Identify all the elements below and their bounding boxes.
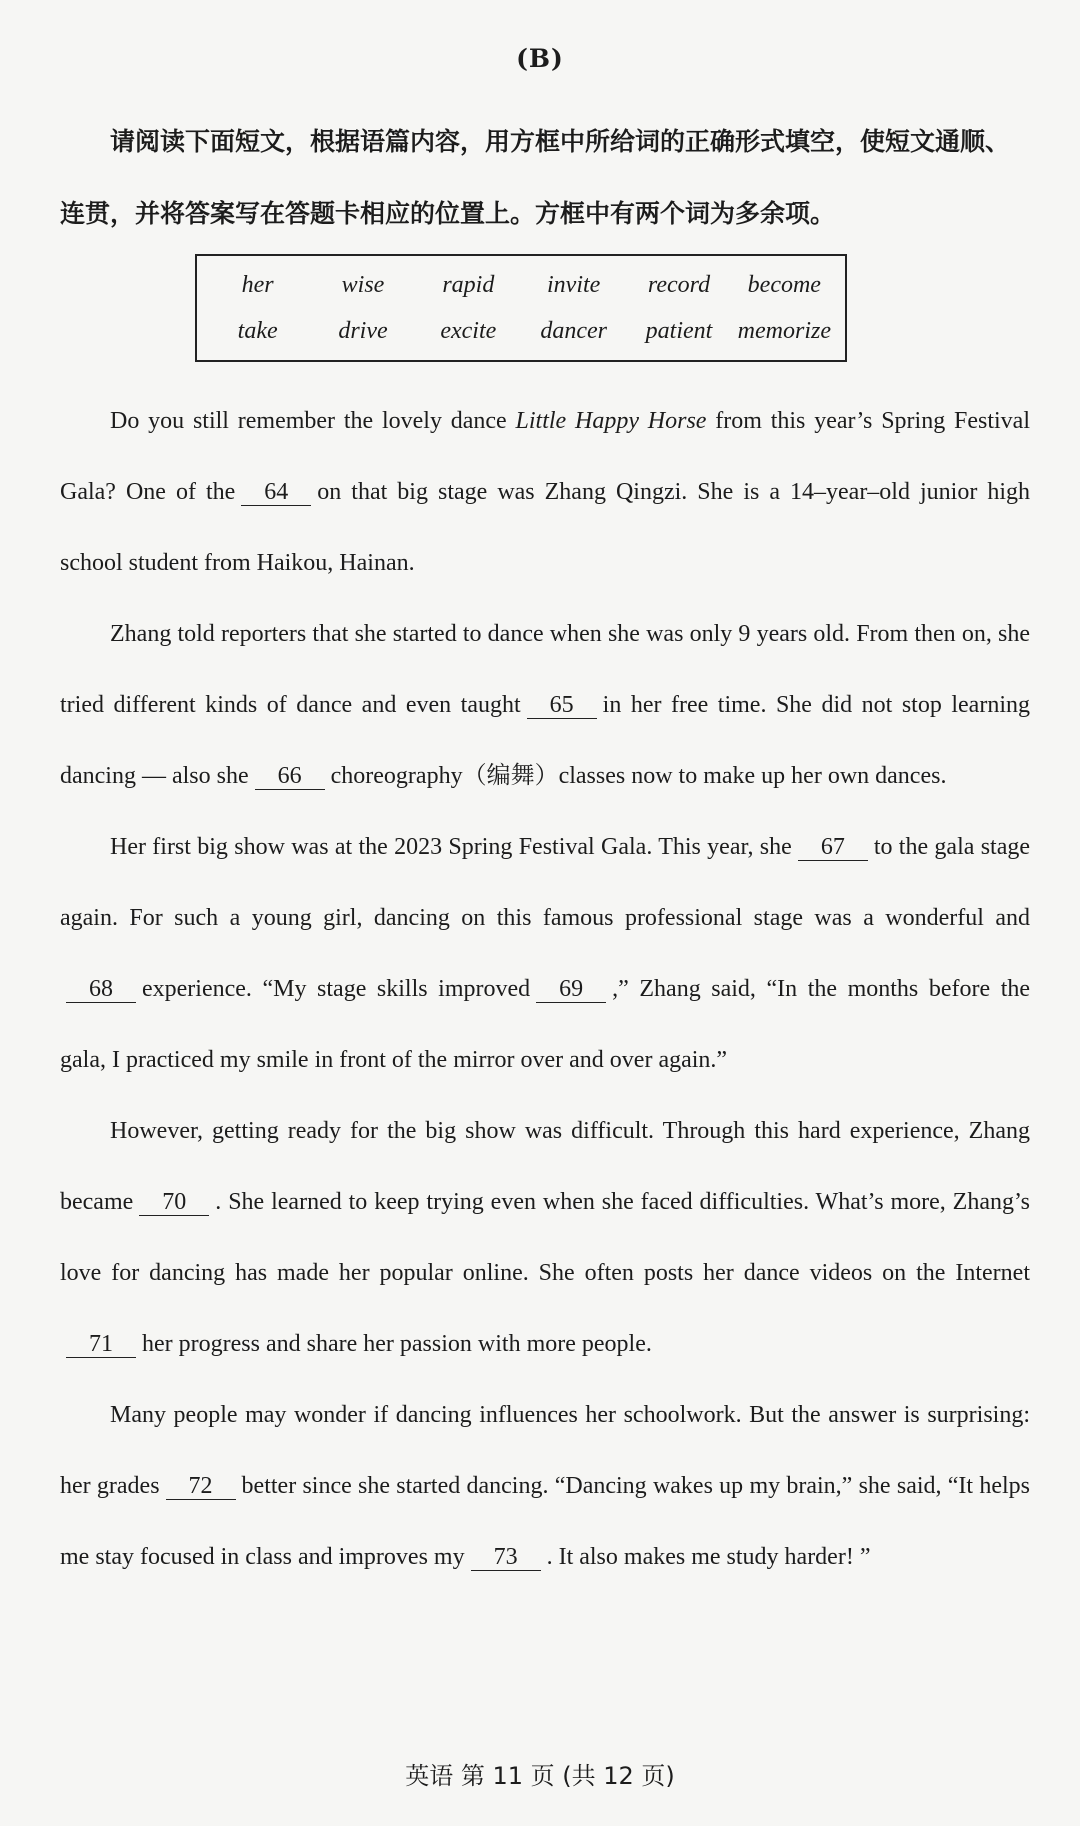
text: . She learned to keep trying even when she faced difficulties. What’s more, Zhang’s love for dancing has made her popular online. She often posts her dance videos on the Internet <box>60 1189 1030 1286</box>
text: choreography（编舞）classes now to make up her own dances. <box>330 763 947 789</box>
word-box-item: become <box>747 271 821 298</box>
paragraph-5 <box>60 1380 1030 1593</box>
text: to the gala stage again. For such a young girl, dancing on this famous professional stage was a wonderful and <box>60 834 1031 931</box>
paragraph-2 <box>60 599 1030 812</box>
text: . It also makes me study harder! ” <box>546 1544 871 1570</box>
text: ,” Zhang said, “In the months before the gala, I practiced my smile in front of the mirror over and over again.” <box>60 976 1031 1073</box>
page-footer: 英语 第 11 页 (共 12 页) <box>405 1762 675 1790</box>
instructions <box>60 106 1020 250</box>
blank-73[interactable]: 73 <box>471 1544 541 1571</box>
text: in her free time. She did not stop learning dancing — also she <box>60 692 1030 789</box>
text: Zhang told reporters that she started to dance when she was only 9 years old. From then on, she tried different kinds of dance and even taught <box>60 621 1030 718</box>
text: on that big stage was Zhang Qingzi. She is a 14–year–old junior high school student from Haikou, Hainan. <box>60 479 1030 576</box>
word-box-item: her <box>241 271 274 298</box>
word-box-item: patient <box>645 317 713 344</box>
text: her progress and share her passion with more people. <box>142 1331 652 1357</box>
text: experience. “My stage skills improved <box>142 976 531 1002</box>
text: Many people may wonder if dancing influences her schoolwork. But the answer is surprising: her grades <box>60 1402 1030 1499</box>
paragraph-3 <box>60 812 1030 1096</box>
text: from this year’s Spring Festival Gala? One of the <box>60 408 1030 505</box>
text: better since she started dancing. “Dancing wakes up my brain,” she said, “It helps me stay focused in class and improves my <box>60 1473 1031 1570</box>
instructions-text: 请阅读下面短文，根据语篇内容，用方框中所给词的正确形式填空，使短文通顺、连贯，并将答案写在答题卡相应的位置上。方框中有两个词为多余项。 <box>60 127 1011 228</box>
paragraph-1 <box>60 386 1030 599</box>
word-box-item: dancer <box>540 317 607 344</box>
blank-66[interactable]: 66 <box>255 763 325 790</box>
section-title: (B) <box>516 44 564 73</box>
blank-68[interactable]: 68 <box>66 976 136 1003</box>
word-box-item: drive <box>338 317 388 344</box>
word-box-item: wise <box>341 271 385 298</box>
blank-72[interactable]: 72 <box>166 1473 236 1500</box>
paragraph-4 <box>60 1096 1030 1380</box>
word-box-item: memorize <box>737 317 831 344</box>
blank-64[interactable]: 64 <box>241 479 311 506</box>
blank-69[interactable]: 69 <box>536 976 606 1003</box>
dance-title: Little Happy Horse <box>515 408 707 434</box>
text: Do you still remember the lovely dance <box>110 408 516 434</box>
text: However, getting ready for the big show was difficult. Through this hard experience, Zhang became <box>60 1118 1030 1215</box>
word-box-item: invite <box>547 271 601 298</box>
blank-70[interactable]: 70 <box>139 1189 209 1216</box>
passage <box>60 386 1030 1593</box>
blank-65[interactable]: 65 <box>527 692 597 719</box>
word-box-item: take <box>237 317 278 344</box>
text: Her first big show was at the 2023 Spring Festival Gala. This year, she <box>110 834 792 860</box>
word-box-item: rapid <box>442 271 495 298</box>
blank-71[interactable]: 71 <box>66 1331 136 1358</box>
blank-67[interactable]: 67 <box>798 834 868 861</box>
word-box-item: excite <box>440 317 497 344</box>
word-box <box>195 254 847 362</box>
word-box-item: record <box>647 271 711 298</box>
